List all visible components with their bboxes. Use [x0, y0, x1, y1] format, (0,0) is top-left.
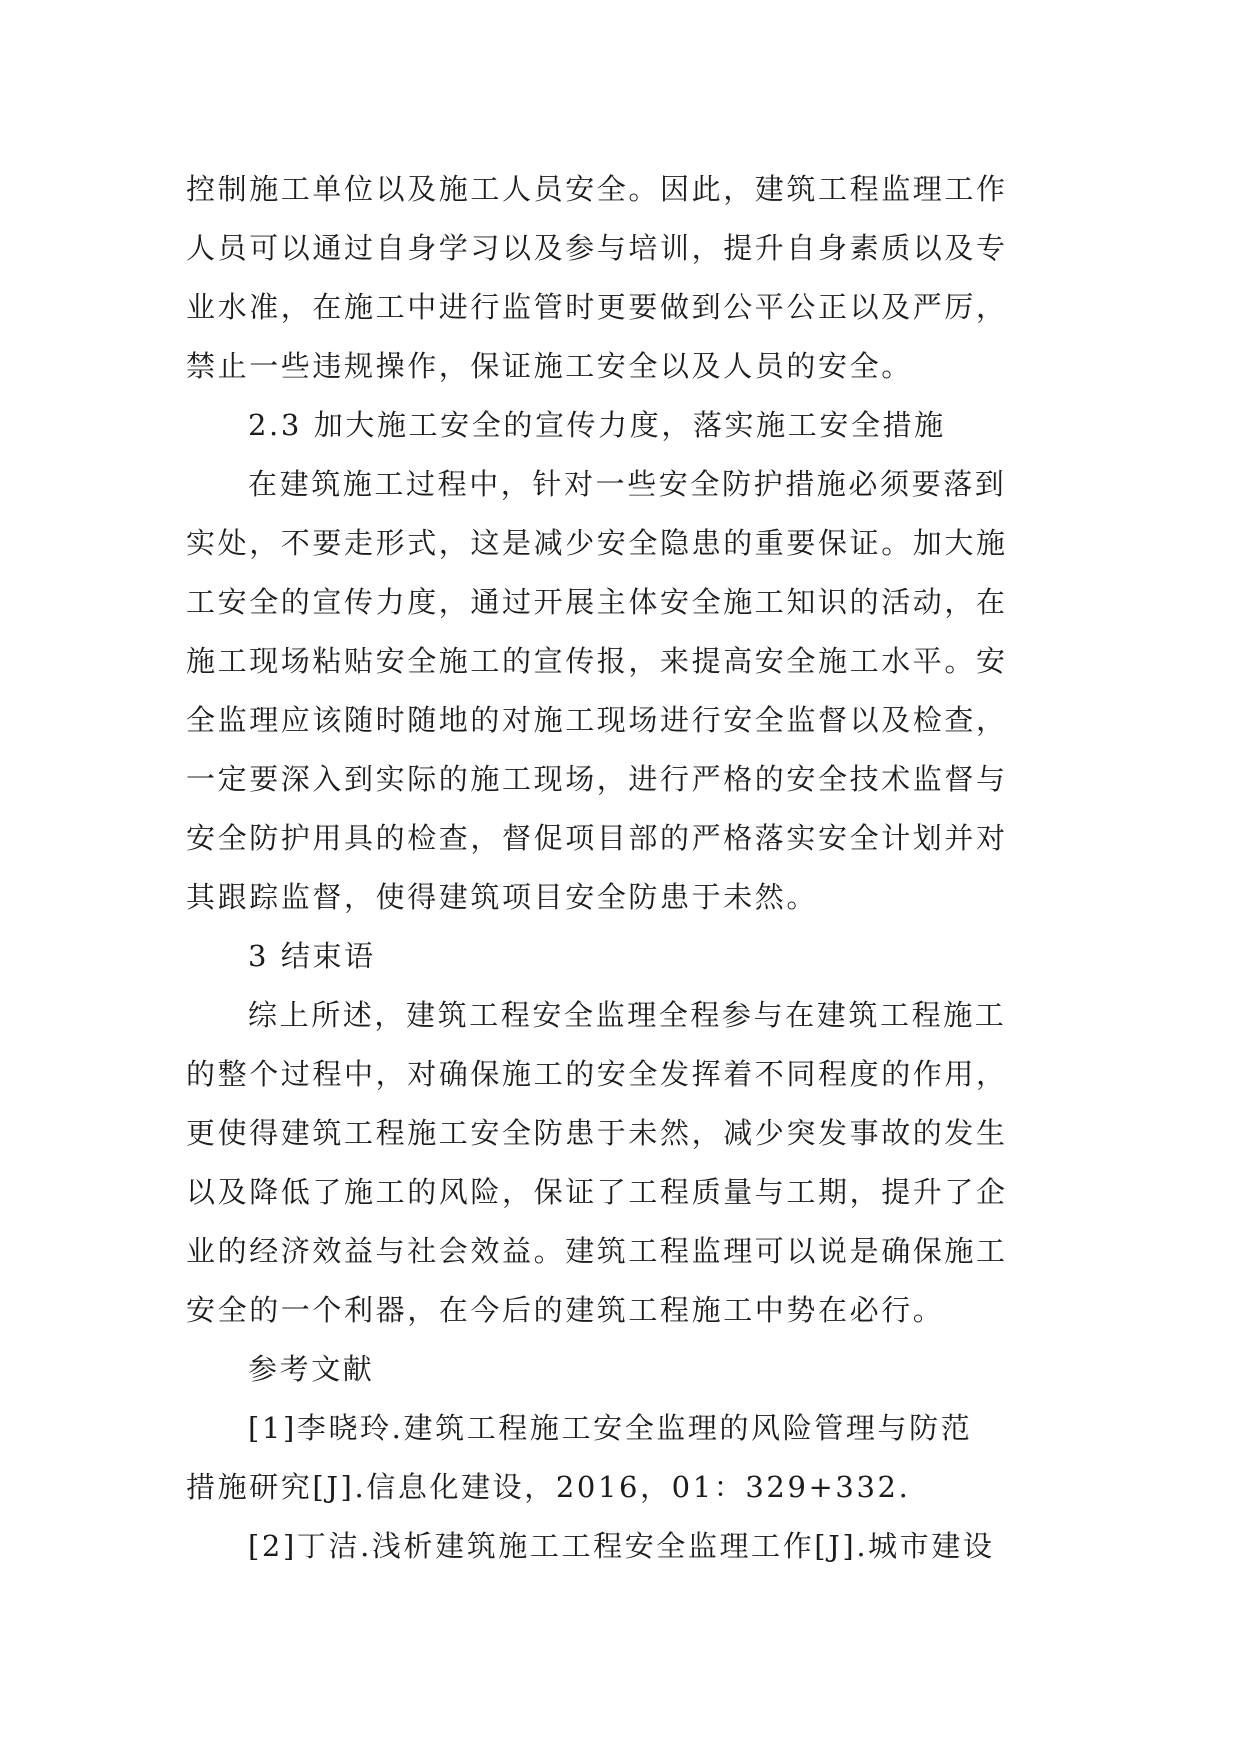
text-line: 施工现场粘贴安全施工的宣传报，来提高安全施工水平。安	[186, 644, 1008, 678]
text-line: 全监理应该随时随地的对施工现场进行安全监督以及检查，	[186, 703, 1008, 737]
document-body	[186, 160, 1066, 1576]
text-line: [1]李晓玲.建筑工程施工安全监理的风险管理与防范	[248, 1411, 973, 1445]
heading-text: 参考文献	[248, 1352, 375, 1386]
reference-1	[186, 1399, 1066, 1517]
text-line: 安全的一个利器，在今后的建筑工程施工中势在必行。	[186, 1293, 945, 1327]
reference-2	[186, 1517, 1066, 1576]
text-line: 工安全的宣传力度，通过开展主体安全施工知识的活动，在	[186, 585, 1008, 619]
text-line: 安全防护用具的检查，督促项目部的严格落实安全计划并对	[186, 821, 1008, 855]
heading-text: 3 结束语	[248, 939, 376, 973]
section-heading-3	[186, 927, 1066, 986]
text-line: 在建筑施工过程中，针对一些安全防护措施必须要落到	[248, 467, 1007, 501]
paragraph-supervision-staff	[186, 160, 1066, 396]
text-line: 业水准，在施工中进行监管时更要做到公平公正以及严厉，	[186, 290, 1008, 324]
text-line: 实处，不要走形式，这是减少安全隐患的重要保证。加大施	[186, 526, 1008, 560]
text-line: 其跟踪监督，使得建筑项目安全防患于未然。	[186, 880, 819, 914]
text-line: [2]丁洁.浅析建筑施工工程安全监理工作[J].城市建设	[248, 1529, 995, 1563]
text-line: 措施研究[J].信息化建设，2016，01：329+332.	[186, 1470, 911, 1504]
heading-text: 2.3 加大施工安全的宣传力度，落实施工安全措施	[248, 408, 946, 442]
references-heading	[186, 1340, 1066, 1399]
paragraph-conclusion	[186, 986, 1066, 1340]
text-line: 人员可以通过自身学习以及参与培训，提升自身素质以及专	[186, 231, 1008, 265]
text-line: 综上所述，建筑工程安全监理全程参与在建筑工程施工	[248, 998, 1007, 1032]
text-line: 控制施工单位以及施工人员安全。因此，建筑工程监理工作	[186, 172, 1008, 206]
text-line: 更使得建筑工程施工安全防患于未然，减少突发事故的发生	[186, 1116, 1008, 1150]
text-line: 以及降低了施工的风险，保证了工程质量与工期，提升了企	[186, 1175, 1008, 1209]
text-line: 禁止一些违规操作，保证施工安全以及人员的安全。	[186, 349, 913, 383]
text-line: 业的经济效益与社会效益。建筑工程监理可以说是确保施工	[186, 1234, 1008, 1268]
paragraph-safety-measures	[186, 455, 1066, 927]
text-line: 一定要深入到实际的施工现场，进行严格的安全技术监督与	[186, 762, 1008, 796]
section-heading-2-3	[186, 396, 1066, 455]
text-line: 的整个过程中，对确保施工的安全发挥着不同程度的作用，	[186, 1057, 1008, 1091]
